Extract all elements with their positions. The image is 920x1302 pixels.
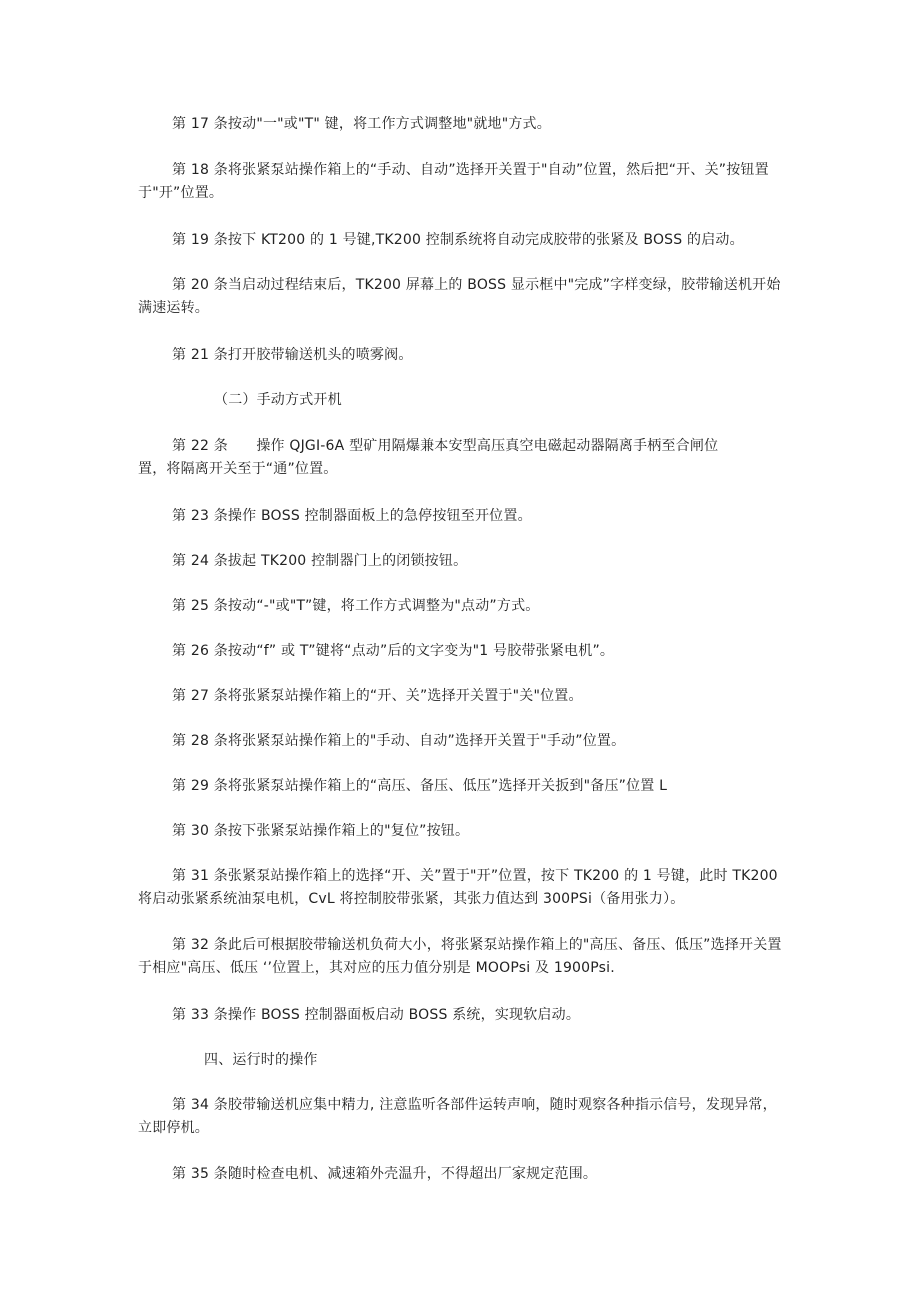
- paragraph-24: 第 24 条拔起 TK200 控制器门上的闭锁按钮。: [172, 553, 468, 569]
- paragraph-27: 第 27 条将张紧泵站操作箱上的“开、关”选择开关置于"关"位置。: [172, 688, 583, 704]
- paragraph-25: 第 25 条按动“-"或"T”键，将工作方式调整为"点动”方式。: [172, 598, 540, 614]
- paragraph-34: 第 34 条胶带输送机应集中精力, 注意监听各部件运转声响，随时观察各种指示信号，发现异常，立即停机。: [138, 1097, 777, 1136]
- paragraph-30: 第 30 条按下张紧泵站操作箱上的"复位”按钮。: [172, 823, 470, 839]
- paragraph-35: 第 35 条随时检查电机、减速箱外壳温升，不得超出厂家规定范围。: [172, 1166, 598, 1182]
- paragraph-21: 第 21 条打开胶带输送机头的喷雾阀。: [172, 347, 413, 363]
- paragraph-22-line-1: 第 22 条 操作 QJGI-6A 型矿用隔爆兼本安型高压真空电磁起动器隔离手柄至合闸位: [172, 438, 719, 454]
- paragraph-33: 第 33 条操作 BOSS 控制器面板启动 BOSS 系统，实现软启动。: [172, 1007, 581, 1023]
- paragraph-20: 第 20 条当启动过程结束后，TK200 屏幕上的 BOSS 显示框中"完成”字样变绿，胶带输送机开始满速运转。: [138, 277, 781, 316]
- paragraph-28: 第 28 条将张紧泵站操作箱上的"手动、自动”选择开关置于"手动”位置。: [172, 733, 626, 749]
- section-heading-running-operations: 四、运行时的操作: [204, 1052, 318, 1068]
- paragraph-32: 第 32 条此后可根据胶带输送机负荷大小，将张紧泵站操作箱上的"高压、备压、低压”选择开关置于相应"高压、低压 ‘’位置上，其对应的压力值分别是 MOOPsi 及 1900Psi.: [138, 937, 782, 976]
- paragraph-31: 第 31 条张紧泵站操作箱上的选择“开、关”置于"开”位置，按下 TK200 的 1 号键，此时 TK200 将启动张紧系统油泵电机，CvL 将控制胶带张紧，其张力值达到 300PSi（备用张力）。: [138, 868, 778, 907]
- section-heading-manual-start: （二）手动方式开机: [214, 392, 342, 408]
- paragraph-22-line-2: 置，将隔离开关至于“通”位置。: [138, 461, 338, 477]
- paragraph-18: 第 18 条将张紧泵站操作箱上的“手动、自动”选择开关置于"自动”位置，然后把“开、关”按钮置于"开”位置。: [138, 162, 769, 201]
- paragraph-29: 第 29 条将张紧泵站操作箱上的“高压、备压、低压”选择开关扳到"备压”位置 L: [172, 778, 668, 794]
- paragraph-26: 第 26 条按动“f” 或 T”键将“点动”后的文字变为"1 号胶带张紧电机”。: [172, 643, 615, 659]
- paragraph-23: 第 23 条操作 BOSS 控制器面板上的急停按钮至开位置。: [172, 508, 532, 524]
- paragraph-17: 第 17 条按动"一"或"T" 键，将工作方式调整地"就地"方式。: [172, 116, 551, 132]
- paragraph-19: 第 19 条按下 KT200 的 1 号键,TK200 控制系统将自动完成胶带的张紧及 BOSS 的启动。: [172, 232, 744, 248]
